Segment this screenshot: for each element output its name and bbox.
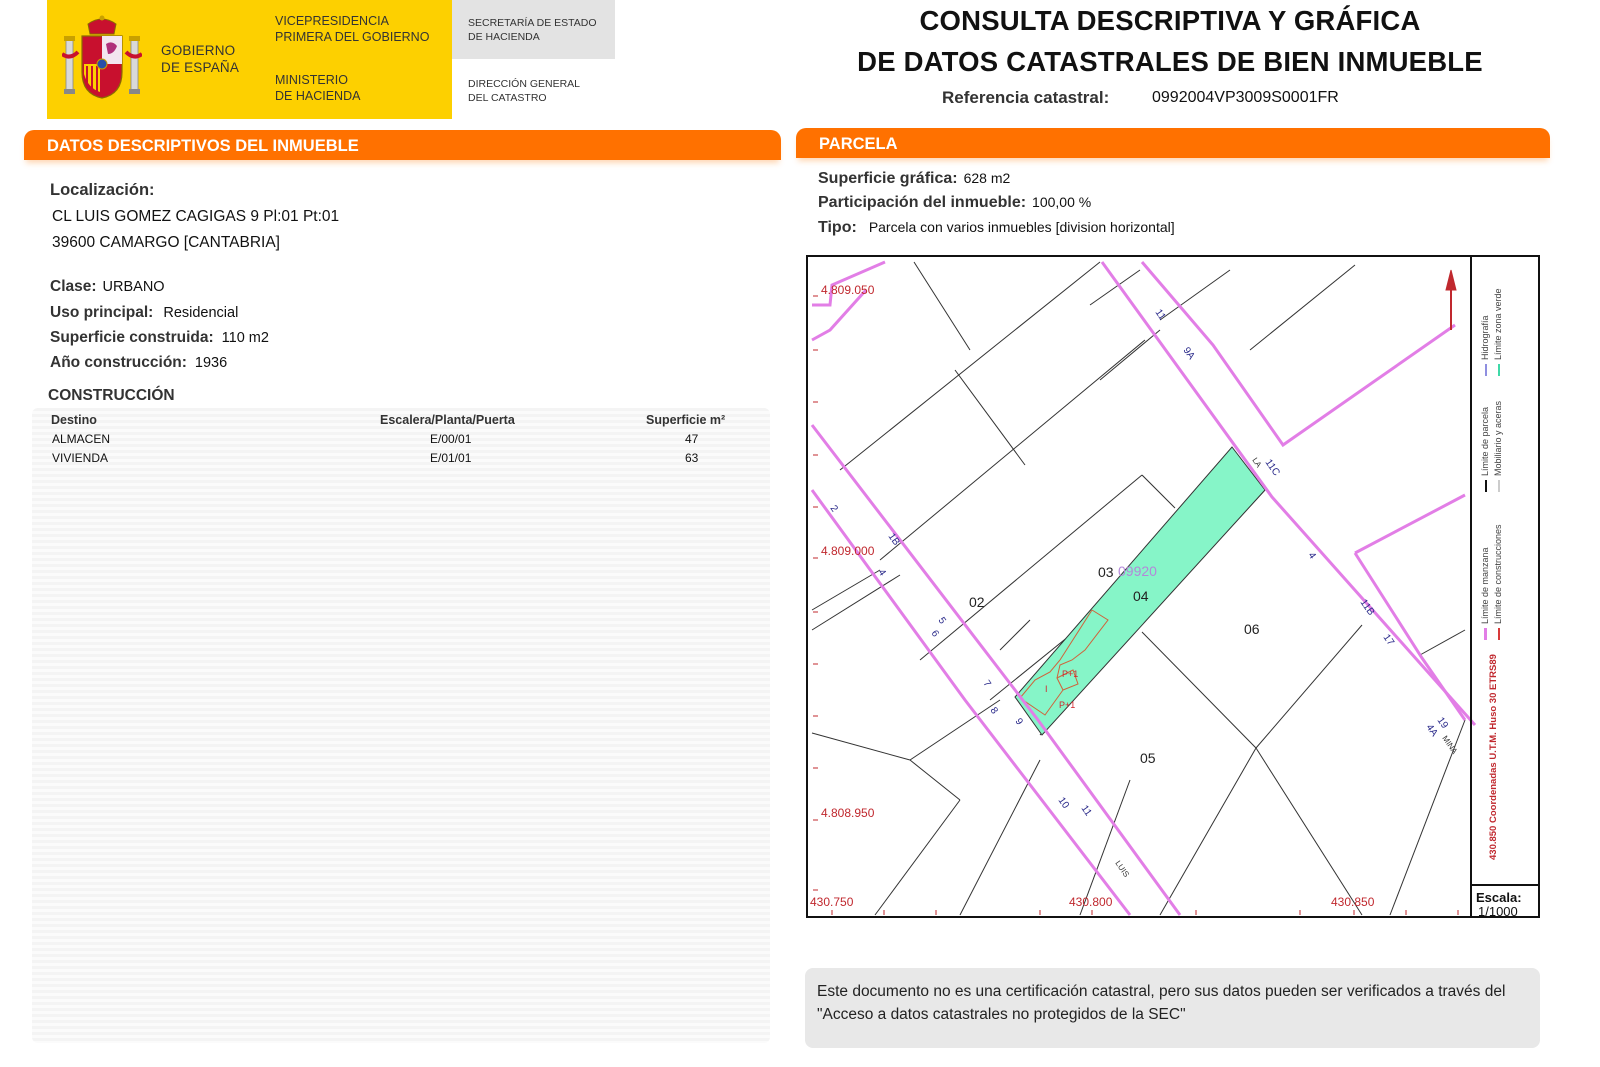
datos-descriptivos-header: DATOS DESCRIPTIVOS DEL INMUEBLE bbox=[24, 130, 781, 160]
construccion-title: CONSTRUCCIÓN bbox=[48, 387, 175, 404]
superficie-grafica-label: Superficie gráfica: bbox=[818, 170, 958, 187]
svg-text:03: 03 bbox=[1098, 564, 1114, 580]
svg-text:LA: LA bbox=[1250, 455, 1264, 470]
legend-swatch-manzana bbox=[1484, 628, 1487, 640]
svg-text:05: 05 bbox=[1140, 750, 1156, 766]
ano-construccion-label: Año construcción: bbox=[50, 354, 187, 371]
vicepresidencia-line2: PRIMERA DEL GOBIERNO bbox=[275, 30, 430, 44]
legend-item-hidrografia bbox=[1480, 315, 1490, 376]
svg-text:11: 11 bbox=[1078, 803, 1094, 819]
svg-text:4: 4 bbox=[1305, 550, 1318, 562]
svg-text:9A: 9A bbox=[1180, 345, 1197, 362]
title-line2: DE DATOS CATASTRALES DE BIEN INMUEBLE bbox=[857, 46, 1483, 77]
svg-text:4: 4 bbox=[875, 567, 888, 579]
disclaimer-box bbox=[805, 968, 1540, 1048]
legend-item-limite-construcciones bbox=[1493, 524, 1503, 640]
gobierno-espana-label bbox=[161, 42, 239, 76]
svg-text:430.800: 430.800 bbox=[1069, 895, 1113, 909]
column-escalera-planta-puerta: Escalera/Planta/Puerta bbox=[380, 413, 515, 427]
coat-of-arms-icon bbox=[62, 14, 142, 100]
svg-text:I: I bbox=[1045, 684, 1048, 694]
svg-text:09920: 09920 bbox=[1118, 563, 1157, 579]
address-line2: 39600 CAMARGO [CANTABRIA] bbox=[52, 234, 280, 251]
clase-field bbox=[50, 278, 165, 296]
direccion-catastro-label bbox=[468, 77, 580, 105]
legend-swatch-parcela bbox=[1485, 480, 1487, 492]
legend-label: Límite de parcela bbox=[1480, 406, 1490, 476]
svg-text:430.850: 430.850 bbox=[1331, 895, 1375, 909]
svg-text:1B: 1B bbox=[885, 531, 902, 548]
legend-label: Mobiliario y aceras bbox=[1493, 400, 1503, 476]
legend-swatch-construcciones bbox=[1498, 628, 1500, 640]
clase-label: Clase: bbox=[50, 278, 97, 295]
svg-text:19: 19 bbox=[1434, 715, 1450, 731]
legend-item-limite-parcela bbox=[1480, 407, 1490, 492]
participacion-label: Participación del inmueble: bbox=[818, 194, 1027, 211]
cell-escalera: E/01/01 bbox=[430, 451, 472, 465]
superficie-grafica-field bbox=[818, 170, 1010, 188]
referencia-catastral-label: Referencia catastral: bbox=[942, 88, 1110, 107]
address-line1: CL LUIS GOMEZ CAGIGAS 9 Pl:01 Pt:01 bbox=[52, 208, 340, 225]
coordinate-system-label: 430.850 Coordenadas U.T.M. Huso 30 ETRS89 bbox=[1488, 654, 1499, 860]
svg-text:LUIS: LUIS bbox=[1113, 858, 1131, 879]
participacion-field bbox=[818, 194, 1091, 212]
vicepresidencia-line1: VICEPRESIDENCIA bbox=[275, 14, 389, 28]
superficie-construida-label: Superficie construida: bbox=[50, 329, 214, 346]
svg-text:6: 6 bbox=[928, 628, 941, 640]
svg-text:7: 7 bbox=[980, 678, 993, 690]
ano-construccion-field bbox=[50, 354, 227, 372]
ministerio-line2: DE HACIENDA bbox=[275, 89, 361, 103]
svg-text:4.808.950: 4.808.950 bbox=[821, 806, 875, 820]
legend-swatch-zona-verde bbox=[1498, 364, 1500, 376]
legend-swatch-hidrografia bbox=[1485, 364, 1487, 376]
uso-principal-value: Residencial bbox=[163, 305, 239, 321]
title-line1: CONSULTA DESCRIPTIVA Y GRÁFICA bbox=[919, 5, 1421, 36]
cell-destino: VIVIENDA bbox=[52, 451, 109, 465]
cell-escalera: E/00/01 bbox=[430, 432, 472, 446]
direccion-line1: DIRECCIÓN GENERAL bbox=[468, 78, 581, 90]
vicepresidencia-label bbox=[275, 13, 429, 45]
localizacion-label: Localización: bbox=[50, 181, 155, 199]
tipo-field bbox=[818, 219, 1175, 237]
parcela-header: PARCELA bbox=[796, 128, 1550, 158]
column-superficie: Superficie m² bbox=[646, 413, 726, 427]
legend-label: Límite zona verde bbox=[1493, 288, 1503, 360]
svg-text:9: 9 bbox=[1012, 716, 1025, 728]
legend-item-mobiliario bbox=[1493, 401, 1503, 492]
scale-label: Escala: bbox=[1476, 890, 1522, 905]
scale-value: 1/1000 bbox=[1478, 904, 1518, 919]
svg-text:06: 06 bbox=[1244, 621, 1260, 637]
svg-text:11B: 11B bbox=[1357, 597, 1377, 618]
clase-value: URBANO bbox=[102, 279, 165, 295]
svg-text:02: 02 bbox=[969, 594, 985, 610]
construccion-table bbox=[32, 408, 770, 1043]
legend-swatch-mobiliario bbox=[1498, 480, 1500, 492]
legend-divider bbox=[1470, 255, 1472, 918]
ano-construccion-value: 1936 bbox=[194, 355, 228, 371]
legend-label: Límite de construcciones bbox=[1493, 524, 1503, 624]
page-title bbox=[830, 0, 1510, 82]
gobierno-line1: GOBIERNO bbox=[161, 43, 236, 58]
secretaria-line2: DE HACIENDA bbox=[468, 31, 540, 43]
referencia-catastral-value: 0992004VP3009S0001FR bbox=[1152, 89, 1339, 106]
superficie-construida-value: 110 m2 bbox=[221, 330, 269, 346]
legend-label: Límite de manzana bbox=[1480, 547, 1490, 624]
legend-item-limite-manzana bbox=[1480, 547, 1490, 640]
svg-text:P+1: P+1 bbox=[1059, 700, 1076, 710]
svg-text:10: 10 bbox=[1055, 795, 1071, 811]
tipo-value: Parcela con varios inmuebles [division horizontal] bbox=[868, 219, 1175, 235]
uso-principal-field bbox=[50, 304, 238, 322]
direccion-line2: DEL CATASTRO bbox=[468, 92, 547, 104]
superficie-grafica-value: 628 m2 bbox=[963, 170, 1011, 186]
svg-text:430.750: 430.750 bbox=[810, 895, 854, 909]
cell-destino: ALMACEN bbox=[52, 432, 111, 446]
legend-item-zona-verde bbox=[1493, 288, 1503, 376]
svg-text:2: 2 bbox=[827, 503, 840, 515]
svg-text:4A: 4A bbox=[1423, 722, 1440, 739]
cadastral-map[interactable] bbox=[806, 255, 1540, 918]
superficie-construida-field bbox=[50, 329, 269, 347]
svg-text:4.809.050: 4.809.050 bbox=[821, 283, 875, 297]
svg-text:17: 17 bbox=[1380, 632, 1396, 648]
secretaria-label bbox=[468, 16, 597, 44]
north-arrow-icon bbox=[1446, 270, 1456, 330]
tipo-label: Tipo: bbox=[818, 219, 857, 236]
ministerio-label bbox=[275, 72, 360, 104]
legend-label: Hidrografía bbox=[1480, 315, 1490, 360]
svg-text:5: 5 bbox=[935, 615, 948, 627]
uso-principal-label: Uso principal: bbox=[50, 304, 154, 321]
svg-text:04: 04 bbox=[1133, 588, 1149, 604]
cell-superficie: 63 bbox=[685, 451, 699, 465]
column-destino: Destino bbox=[51, 413, 97, 427]
svg-text:MINA: MINA bbox=[1440, 733, 1460, 756]
svg-text:4.809.000: 4.809.000 bbox=[821, 544, 875, 558]
svg-text:11: 11 bbox=[1152, 307, 1168, 323]
svg-text:11C: 11C bbox=[1262, 457, 1282, 479]
participacion-value: 100,00 % bbox=[1032, 194, 1092, 210]
secretaria-line1: SECRETARÍA DE ESTADO bbox=[468, 17, 597, 29]
gobierno-line2: DE ESPAÑA bbox=[161, 60, 240, 75]
svg-text:P+1: P+1 bbox=[1062, 669, 1079, 679]
cell-superficie: 47 bbox=[685, 432, 699, 446]
ministerio-line1: MINISTERIO bbox=[275, 73, 348, 87]
map-drawing bbox=[806, 255, 1540, 918]
svg-text:8: 8 bbox=[987, 705, 1000, 717]
disclaimer-text: Este documento no es una certificación catastral, pero sus datos pueden ser verificados a través del "Acceso a datos catastrales no protegidos de la SEC" bbox=[817, 983, 1506, 1023]
